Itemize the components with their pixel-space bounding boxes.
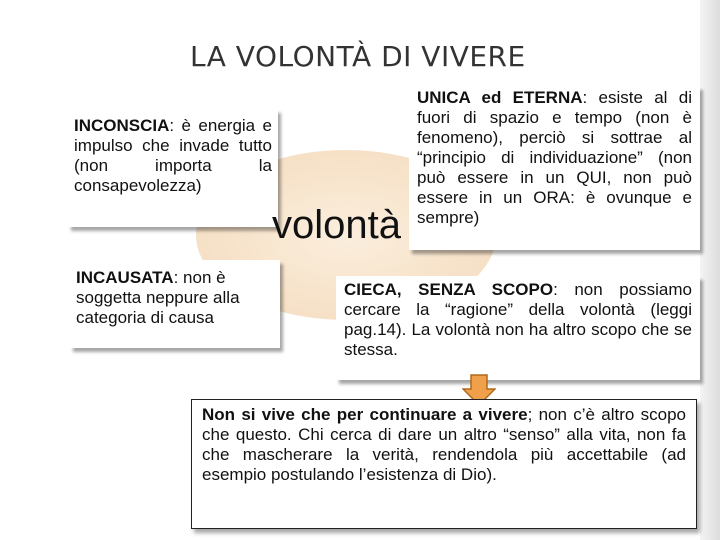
box-cieca-heading: CIECA, SENZA SCOPO [344, 280, 554, 299]
box-cieca-text: : non possiamo cercare la “ragione” della volontà (leggi pag.14). La volontà non ha altro scopo che se stessa. [344, 280, 692, 359]
box-unica-heading: UNICA ed ETERNA [417, 88, 583, 107]
box-unica [409, 86, 700, 250]
slide-title: LA VOLONTÀ DI VIVERE [190, 40, 526, 73]
box-conclusion-text: ; non c’è altro scopo che questo. Chi cerca di dare un altro “senso” alla vita, non fa che mascherare la verità, rendendola più accettabile (ad esempio postulando l’esistenza di Dio). [202, 405, 686, 484]
box-incausata-text: : non è soggetta neppure alla categoria di causa [76, 268, 240, 327]
box-inconscia-heading: INCONSCIA [74, 116, 170, 135]
box-conclusion [191, 399, 697, 529]
box-incausata-heading: INCAUSATA [76, 268, 174, 287]
box-inconscia-text: : è energia e impulso che invade tutto (non importa la consapevolezza) [74, 116, 272, 195]
slide-edge-band [700, 0, 720, 540]
box-conclusion-heading: Non si vive che per continuare a vivere [202, 405, 528, 424]
box-cieca [336, 276, 700, 380]
box-unica-text: : esiste al di fuori di spazio e tempo (non è fenomeno), perciò si sottrae al “principio di individuazione” (non può essere in un QUI, non può essere in un ORA: è ovunque e sempre) [417, 88, 692, 227]
box-incausata [70, 260, 280, 348]
box-inconscia [68, 109, 278, 227]
center-label: volontà [272, 203, 401, 247]
